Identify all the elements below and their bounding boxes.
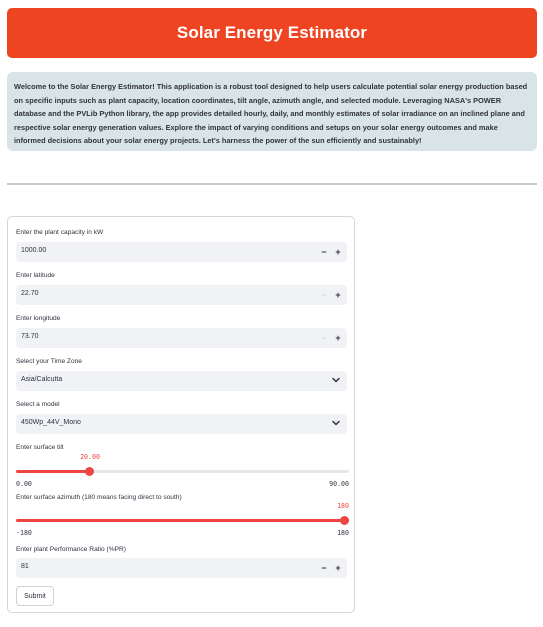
capacity-value: 1000.00 [21,247,47,254]
timezone-value: Asia/Calcutta [21,376,63,383]
azimuth-label: Enter surface azimuth (180 means facing direct to south) [16,494,182,501]
longitude-label: Enter longitude [16,315,61,322]
capacity-increment-button[interactable]: + [335,247,341,257]
latitude-decrement-button[interactable]: − [321,290,327,300]
latitude-value: 22.70 [21,290,39,297]
capacity-input[interactable] [16,242,347,262]
tilt-slider[interactable] [16,453,349,493]
azimuth-slider-thumb[interactable] [340,516,349,525]
pr-input[interactable] [16,558,347,578]
estimator-form [7,216,355,613]
azimuth-min-label: -180 [16,529,32,537]
azimuth-max-label: 180 [337,529,349,537]
tilt-slider-fill [16,470,90,473]
azimuth-current-value: 180 [337,502,349,510]
model-value: 450Wp_44V_Mono [21,419,81,426]
page-title: Solar Energy Estimator [176,23,368,42]
model-label: Select a model [16,401,60,408]
pr-increment-button[interactable]: + [335,563,341,573]
timezone-label: Select your Time Zone [16,358,82,365]
latitude-increment-button[interactable]: + [335,290,341,300]
chevron-down-icon [331,418,341,428]
model-select[interactable] [16,414,347,434]
longitude-input[interactable] [16,328,347,348]
tilt-label: Enter surface tilt [16,444,64,451]
latitude-label: Enter latitude [16,272,55,279]
azimuth-slider[interactable] [16,502,349,542]
longitude-increment-button[interactable]: + [335,333,341,343]
divider [7,183,537,185]
capacity-label: Enter the plant capacity in kW [16,229,104,236]
latitude-input[interactable] [16,285,347,305]
header-banner [7,8,537,58]
tilt-current-value: 20.00 [80,453,100,461]
pr-decrement-button[interactable]: − [321,563,327,573]
intro-text: Welcome to the Solar Energy Estimator! This application is a robust tool designed to help users calculate potential solar energy production based on specific inputs such as plant capacity, location coordinates, tilt angle, azimuth angle, and selected module. Leveraging NASA's POWER database and the PVLib Python library, the app provides detailed hourly, daily, and monthly estimates of solar irradiance on an inclined plane and respective solar energy generation values. Explore the impact of varying conditions and setups on your solar energy outcomes and make informed decisions about your solar energy projects. Let's harness the power of the sun efficiently and sustainably! [14,82,528,146]
azimuth-slider-fill [16,519,349,522]
tilt-min-label: 0.00 [16,480,32,488]
chevron-down-icon [331,375,341,385]
pr-value: 81 [21,563,29,570]
longitude-value: 73.70 [21,333,39,340]
tilt-max-label: 90.00 [329,480,349,488]
tilt-slider-thumb[interactable] [85,467,94,476]
timezone-select[interactable] [16,371,347,391]
pr-label: Enter plant Performance Ratio (%PR) [16,546,126,553]
submit-button[interactable]: Submit [16,586,54,606]
capacity-decrement-button[interactable]: − [321,247,327,257]
intro-info-box [7,72,537,151]
longitude-decrement-button[interactable]: − [321,333,327,343]
